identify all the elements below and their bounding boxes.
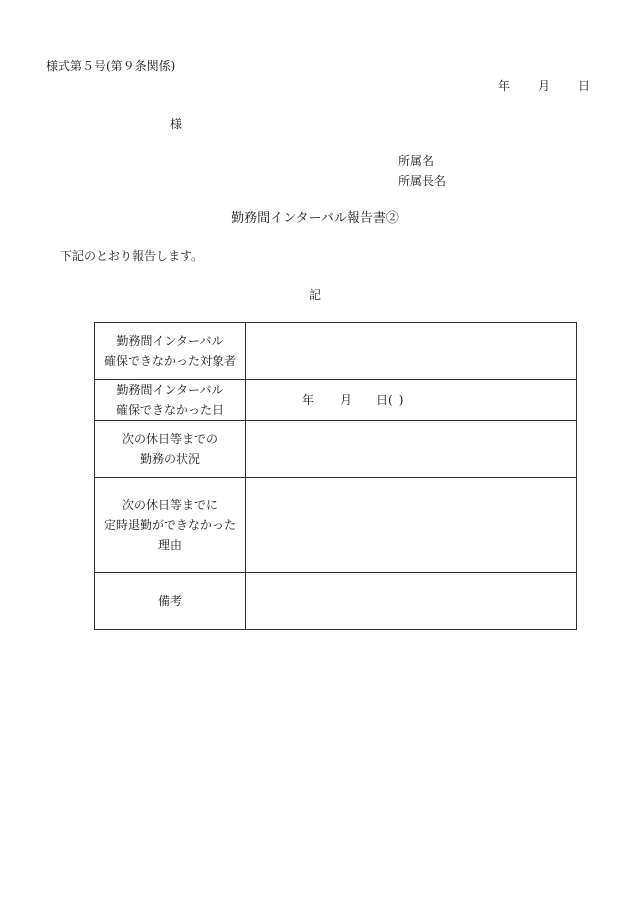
- table-row-remarks: [95, 573, 577, 630]
- label-line: 備考: [157, 594, 182, 608]
- date-day-label: 日: [578, 79, 591, 93]
- table-row-work-status: [95, 421, 577, 478]
- label-line: 次の休日等までに: [121, 498, 218, 512]
- label-reason: [95, 478, 246, 573]
- missed-date-day: 日(: [376, 393, 393, 407]
- org-head-label: 所属長名: [398, 174, 447, 188]
- label-remarks: [95, 573, 246, 630]
- report-date: [498, 80, 590, 92]
- label-work-status: [95, 421, 246, 478]
- label-line: 定時退勤ができなかった: [103, 518, 236, 532]
- label-line: 勤務間インターバル: [116, 334, 224, 348]
- value-target-person[interactable]: [246, 323, 577, 380]
- label-line: 確保できなかった日: [115, 403, 224, 417]
- table-row-reason: [95, 478, 577, 573]
- addressee-suffix: 様: [170, 117, 183, 131]
- intro-text: 下記のとおり報告します。: [60, 249, 204, 263]
- label-target-person: [95, 323, 246, 380]
- label-missed-date: [95, 380, 246, 421]
- label-line: 理由: [157, 538, 182, 552]
- label-line: 確保できなかった対象者: [103, 354, 236, 368]
- label-line: 勤務間インターバル: [116, 383, 224, 397]
- table-row-missed-date: [95, 380, 577, 421]
- document-title: 勤務間インターバル報告書②: [231, 211, 399, 226]
- record-mark: 記: [308, 288, 321, 302]
- label-line: 勤務の状況: [139, 452, 200, 466]
- value-reason[interactable]: [246, 478, 577, 573]
- label-line: 次の休日等までの: [121, 432, 218, 446]
- value-remarks[interactable]: [246, 573, 577, 630]
- form-number: 様式第５号(第９条関係): [46, 59, 176, 73]
- table-row-target-person: [95, 323, 577, 380]
- value-missed-date[interactable]: [246, 380, 577, 421]
- date-month-label: 月: [538, 79, 551, 93]
- value-work-status[interactable]: [246, 421, 577, 478]
- date-year-label: 年: [498, 79, 511, 93]
- org-name-label: 所属名: [398, 154, 435, 168]
- missed-date-year: 年: [302, 393, 315, 407]
- missed-date-close: ): [398, 393, 404, 407]
- report-table: [94, 322, 577, 630]
- missed-date-month: 月: [340, 393, 353, 407]
